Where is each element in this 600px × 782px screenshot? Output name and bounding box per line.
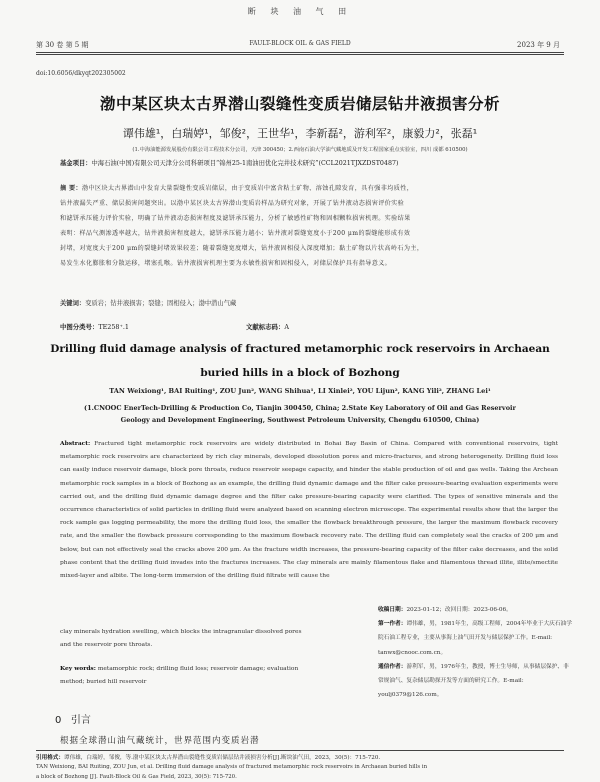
paper-title-en: Drilling fluid damage analysis of fractured metamorphic rock reservoirs in Archaean buried hills in a block of Bozhong (50, 343, 550, 379)
running-header-journal-en: FAULT-BLOCK OIL & GAS FIELD (249, 40, 351, 47)
abstract-en-text: Fractured tight metamorphic rock reservoirs are widely distributed in Bohai Bay Basin of China. Compared with conventional reservoirs, tight metamorphic rock reservoirs are characterized by rich clay minerals, developed dissolution pores and micro-fractures, and strong heterogeneity. Drilling fluid loss can easily induce reservoir damage, block pore throats, reduce reservoir seepage capacity, and hinder the stable production of oil and gas wells. Taking the Archean metamorphic rock samples in a block of Bozhong as an example, the drilling fluid dynamic damage and the filter cake pressure-bearing evaluation experiments were carried out, and the drilling fluid dynamic damage degree and the filter cake pressure-bearing capacity were clarified. The types of sensitive minerals and the occurrence characteristics of solid particles in drilling fluid were analyzed based on scanning electron microscope. The experimental results show that the larger the rock sample gas logging permeability, the more the drilling fluid loss, the smaller the flowback breakthrough pressure, the larger the maximum flowback recovery rate, and the smaller the flowback pressure corresponding to the maximum flowback recovery rate. The drilling fluid can completely seal the cracks of 200 μm and below, but can not effectively seal the cracks above 200 μm. As the fracture width increases, the pressure-bearing capacity of the filter cake decreases, and the solid phase content that the drilling fluid invades into the fractures increases. The clay minerals are mainly filamentous flake and filamentous thread illite, illite/smectite mixed-layer and albite. The long-term immersion of the drilling fluid filtrate will cause the (60, 441, 559, 580)
corresponding-label: 通信作者： (378, 663, 407, 670)
keywords-en-text: metamorphic rock; drilling fluid loss; reservoir damage; evaluation method; buried hill reservoir (60, 666, 299, 686)
abstract-zh-label: 摘 要： (60, 185, 83, 192)
running-header-journal: 断 块 油 气 田 (247, 7, 353, 16)
abstract-en (60, 437, 558, 583)
clc-value: TE258⁺.1 (98, 323, 129, 331)
citation-en-line1: TAN Weixiong, BAI Ruiting, ZOU Jun, et al. Drilling fluid damage analysis of fractured metamorphic rock reservoirs in Archaean buried hills in (36, 764, 428, 770)
volume-issue: 第 30 卷 第 5 期 (36, 41, 89, 49)
received-date: 2023-01-12；改回日期：2023-06-06。 (406, 607, 512, 613)
paper-title-zh: 渤中某区块太古界潜山裂缝性变质岩储层钻井液损害分析 (99, 95, 500, 113)
doc-code-value: A (284, 323, 289, 331)
abstract-zh-line: 钻井液漏失严重、储层损害问题突出。以渤中某区块太古界潜山变质岩样品为研究对象，开展了钻井液动态损害评价实验 (60, 200, 405, 207)
clc-label: 中图分类号： (60, 323, 99, 331)
abstract-zh-line: 易发生水化膨胀和分散运移，堵塞孔喉。钻井液损害机理主要为水敏性损害和固相侵入，对储层保护具有指导意义。 (60, 260, 392, 267)
citation-zh-text: 谭伟雄，白瑞婷，邹俊，等.渤中某区块太古界潜山裂缝性变质岩储层钻井液损害分析[J].断块油气田，2023，30(5)：715-720. (63, 755, 381, 761)
doi[interactable]: doi:10.6056/dkyqt202305002 (36, 70, 126, 77)
section-number: 0 (55, 715, 62, 726)
citation-en-line2: a block of Bozhong [J]. Fault-Block Oil & Gas Field, 2023, 30(5): 715-720. (36, 774, 237, 780)
keywords-zh-label: 关键词： (60, 300, 86, 307)
authors-zh: 谭伟雄¹，白瑞婷¹，邹俊²，王世华¹，李新磊²，游利军²，康毅力²，张磊¹ (122, 127, 478, 140)
citation-en (36, 762, 576, 782)
affiliation-zh: (1.中海油能源发展股份有限公司工程技术分公司，天津 300450；2.西南石油大学油气藏地质及开发工程国家重点实验室，四川 成都 610500) (132, 147, 468, 153)
intro-paragraph: 根据全球潜山油气藏统计，世界范围内变质岩潜 (60, 736, 260, 746)
issue-date: 2023 年 9 月 (517, 41, 560, 49)
abstract-zh-line: 和滤饼承压能力评价实验，明确了钻井液动态损害程度及滤饼承压能力，分析了敏感性矿物和固相颗粒损害机理。实验结果 (60, 215, 411, 222)
header-rule-thin (36, 54, 564, 55)
authors-en: TAN Weixiong¹, BAI Ruiting¹, ZOU Jun², WANG Shihua¹, LI Xinlei², YOU Lijun², KANG Yili², ZHANG Lei¹ (109, 387, 491, 395)
fund-label: 基金项目： (60, 160, 92, 167)
citation-zh (36, 753, 576, 761)
header-rule (36, 52, 564, 53)
abstract-zh (60, 181, 560, 271)
keywords-zh-text: 变质岩；钻井液损害；裂缝；固相侵入；渤中潜山气藏 (85, 300, 237, 307)
first-author-label: 第一作者： (378, 621, 407, 628)
abstract-en-tail: clay minerals hydration swelling, which blocks the intragranular dissolved pores and the reservoir pore throats. (60, 629, 302, 649)
fund-statement (60, 158, 398, 167)
abstract-zh-line: 表明：样品气测渗透率越大，钻井液损害程度越大，滤饼承压能力越小；钻井液对裂缝宽度小于200 μm的裂缝能形成有效 (60, 230, 411, 237)
keywords-en (60, 662, 310, 690)
footer-rule (36, 750, 564, 751)
abstract-en-label: Abstract: (60, 440, 91, 447)
received-label: 收稿日期： (378, 607, 407, 613)
article-info-box (378, 603, 574, 702)
first-author-bio: 谭伟雄，男，1981年生，高级工程师，2004年毕业于大庆石油学院石油工程专业，主要从事海上油气田开发与储层保护工作。E-mail: tanwx@cnooc.com.cn。 (378, 621, 572, 656)
section-heading-intro (55, 711, 91, 726)
corresponding-author-bio: 游利军，男，1976年生，教授，博士生导师，从事储层保护、非常规油气、复杂储层勘探开发等方面的研究工作。E-mail: youlj0379@126.com。 (378, 663, 569, 699)
keywords-en-label: Key words: (60, 665, 96, 672)
fund-text: 中海石油(中国)有限公司天津分公司科研项目“锦州25-1南油田优化完井技术研究”(CCL2021TJXZDST0487) (91, 160, 399, 167)
abstract-zh-line: 封堵，对宽度大于200 μm的裂缝封堵效果较差；随着裂缝宽度增大，钻井液固相侵入深度增加；黏土矿物以片状高岭石为主， (60, 245, 424, 252)
citation-label: 引用格式： (36, 755, 64, 761)
doc-code-label: 文献标志码： (246, 323, 285, 331)
clc-number (60, 322, 129, 331)
section-title: 引言 (70, 715, 91, 726)
document-code (246, 322, 289, 331)
keywords-zh (60, 298, 236, 307)
affiliation-en: (1.CNOOC EnerTech-Drilling & Production Co, Tianjin 300450, China; 2.State Key Laboratory of Oil and Gas Reservoir Geology and Development Engineering, Southwest Petroleum University, Chengdu 610500, China) (84, 404, 516, 424)
abstract-zh-line: 渤中区块太古界潜山中发育大量裂缝性变质岩储层，由于变质岩中富含粘土矿物、溶蚀孔隙发育，具有强非均质性， (82, 185, 414, 192)
